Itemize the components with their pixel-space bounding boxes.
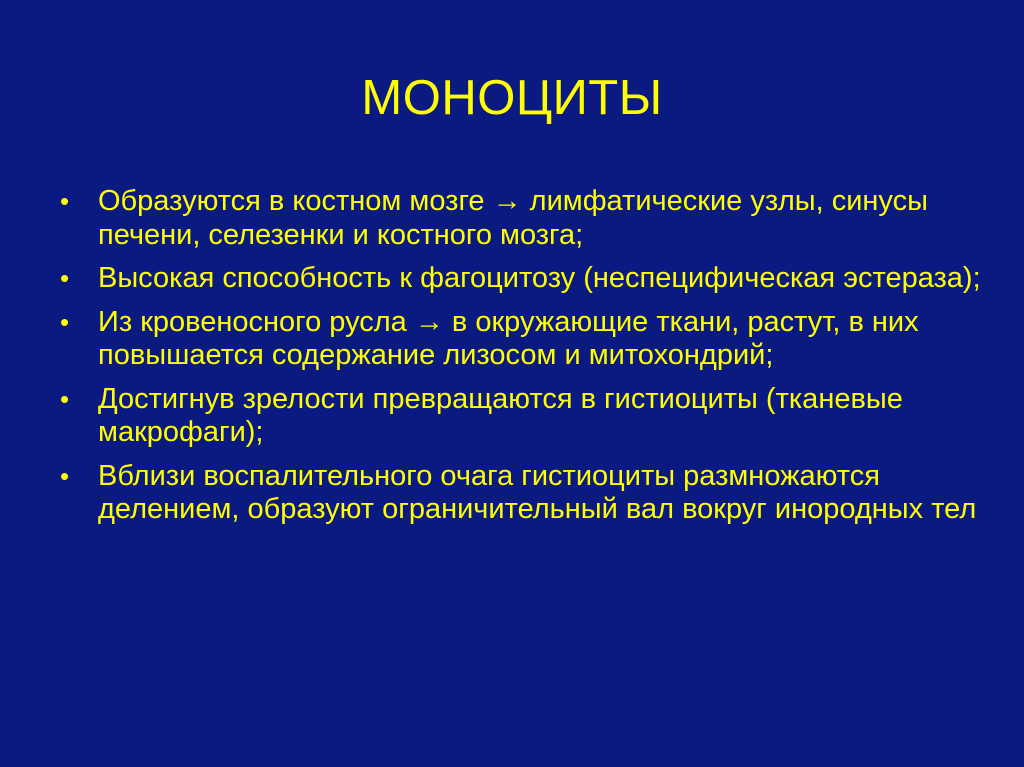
bullet-item xyxy=(60,262,990,296)
bullet-item xyxy=(60,383,990,450)
bullet-icon: • xyxy=(60,306,70,337)
bullet-item xyxy=(60,185,990,252)
bullet-text: Образуются в костном мозге → лимфатические узлы, синусы печени, селезенки и костного мозга; xyxy=(98,185,928,251)
bullet-text: Высокая способность к фагоцитозу (неспецифическая эстераза); xyxy=(98,262,981,294)
bullet-icon: • xyxy=(60,186,70,216)
bullet-text: Вблизи воспалительного очага гистиоциты размножаются делением, образуют ограничительный вал вокруг инородных тел xyxy=(98,459,977,525)
bullet-icon: • xyxy=(60,460,70,491)
bullet-item xyxy=(60,306,990,373)
bullet-item xyxy=(60,460,990,527)
bullet-list xyxy=(60,185,990,537)
bullet-icon: • xyxy=(60,383,70,414)
slide-title: МОНОЦИТЫ xyxy=(361,71,663,125)
bullet-text: Из кровеносного русла → в окружающие ткани, растут, в них повышается содержание лизосом и митохондрий; xyxy=(98,305,919,371)
bullet-text: Достигнув зрелости превращаются в гистиоциты (тканевые макрофаги); xyxy=(98,382,903,448)
bullet-icon: • xyxy=(60,263,70,293)
